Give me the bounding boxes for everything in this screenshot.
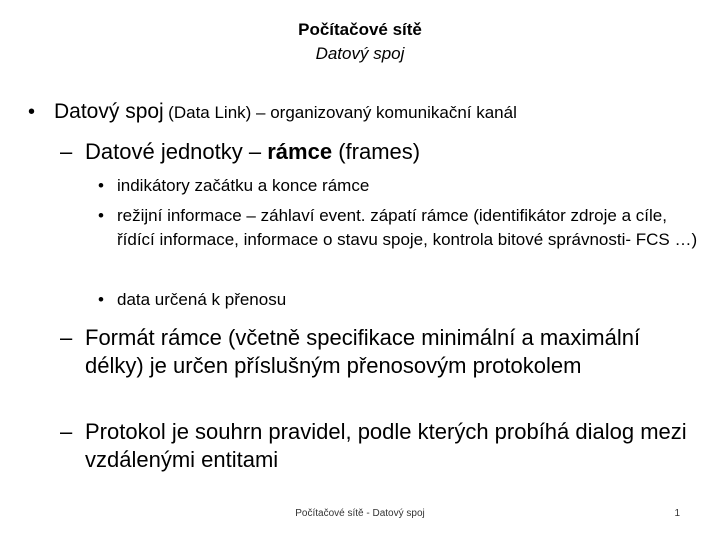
subitem-text: Formát rámce (včetně specifikace minimální a maximální délky) je určen příslušným přenosovým protokolem bbox=[85, 325, 641, 378]
bullet-term: Datový spoj bbox=[54, 100, 164, 123]
slide-title: Počítačové sítě bbox=[298, 20, 422, 39]
dash-icon: – bbox=[60, 419, 73, 444]
sub-bullet-text: data určená k přenosu bbox=[117, 290, 287, 309]
subitem-datove-jednotky bbox=[60, 138, 700, 166]
subitem-protokol bbox=[60, 418, 700, 474]
dash-icon: – bbox=[60, 325, 73, 350]
sub-bullet-3 bbox=[98, 288, 698, 312]
subitem-format-ramce bbox=[60, 324, 700, 380]
subitem-text-a: Datové jednotky – bbox=[85, 139, 268, 164]
footer-text: Počítačové sítě - Datový spoj bbox=[295, 508, 425, 519]
bullet-description: (Data Link) – organizovaný komunikační kanál bbox=[168, 103, 517, 122]
title-block bbox=[0, 18, 720, 66]
sub-bullet-text: režijní informace – záhlaví event. zápatí rámce (identifikátor zdroje a cíle, řídící informace, informace o stavu spoje, kontrola bitové správnosti- FCS …) bbox=[117, 206, 698, 249]
subitem-text-b: (frames) bbox=[332, 139, 421, 164]
subitem-text: Protokol je souhrn pravidel, podle kterých probíhá dialog mezi vzdálenými entitami bbox=[85, 419, 687, 472]
bullet-dot-icon: • bbox=[28, 101, 36, 123]
bullet-dot-icon: • bbox=[98, 206, 104, 225]
bullet-dot-icon: • bbox=[98, 290, 104, 309]
dash-icon: – bbox=[60, 139, 73, 164]
sub-bullet-text: indikátory začátku a konce rámce bbox=[117, 176, 370, 195]
bullet-datovy-spoj bbox=[28, 100, 708, 124]
slide-subtitle: Datový spoj bbox=[315, 44, 405, 63]
subitem-text bbox=[60, 138, 700, 166]
sub-bullet-2 bbox=[98, 204, 698, 252]
page-number: 1 bbox=[674, 508, 680, 519]
sub-bullet-1 bbox=[98, 174, 698, 198]
bullet-dot-icon: • bbox=[98, 176, 104, 195]
subitem-text-bold: rámce bbox=[267, 139, 333, 164]
